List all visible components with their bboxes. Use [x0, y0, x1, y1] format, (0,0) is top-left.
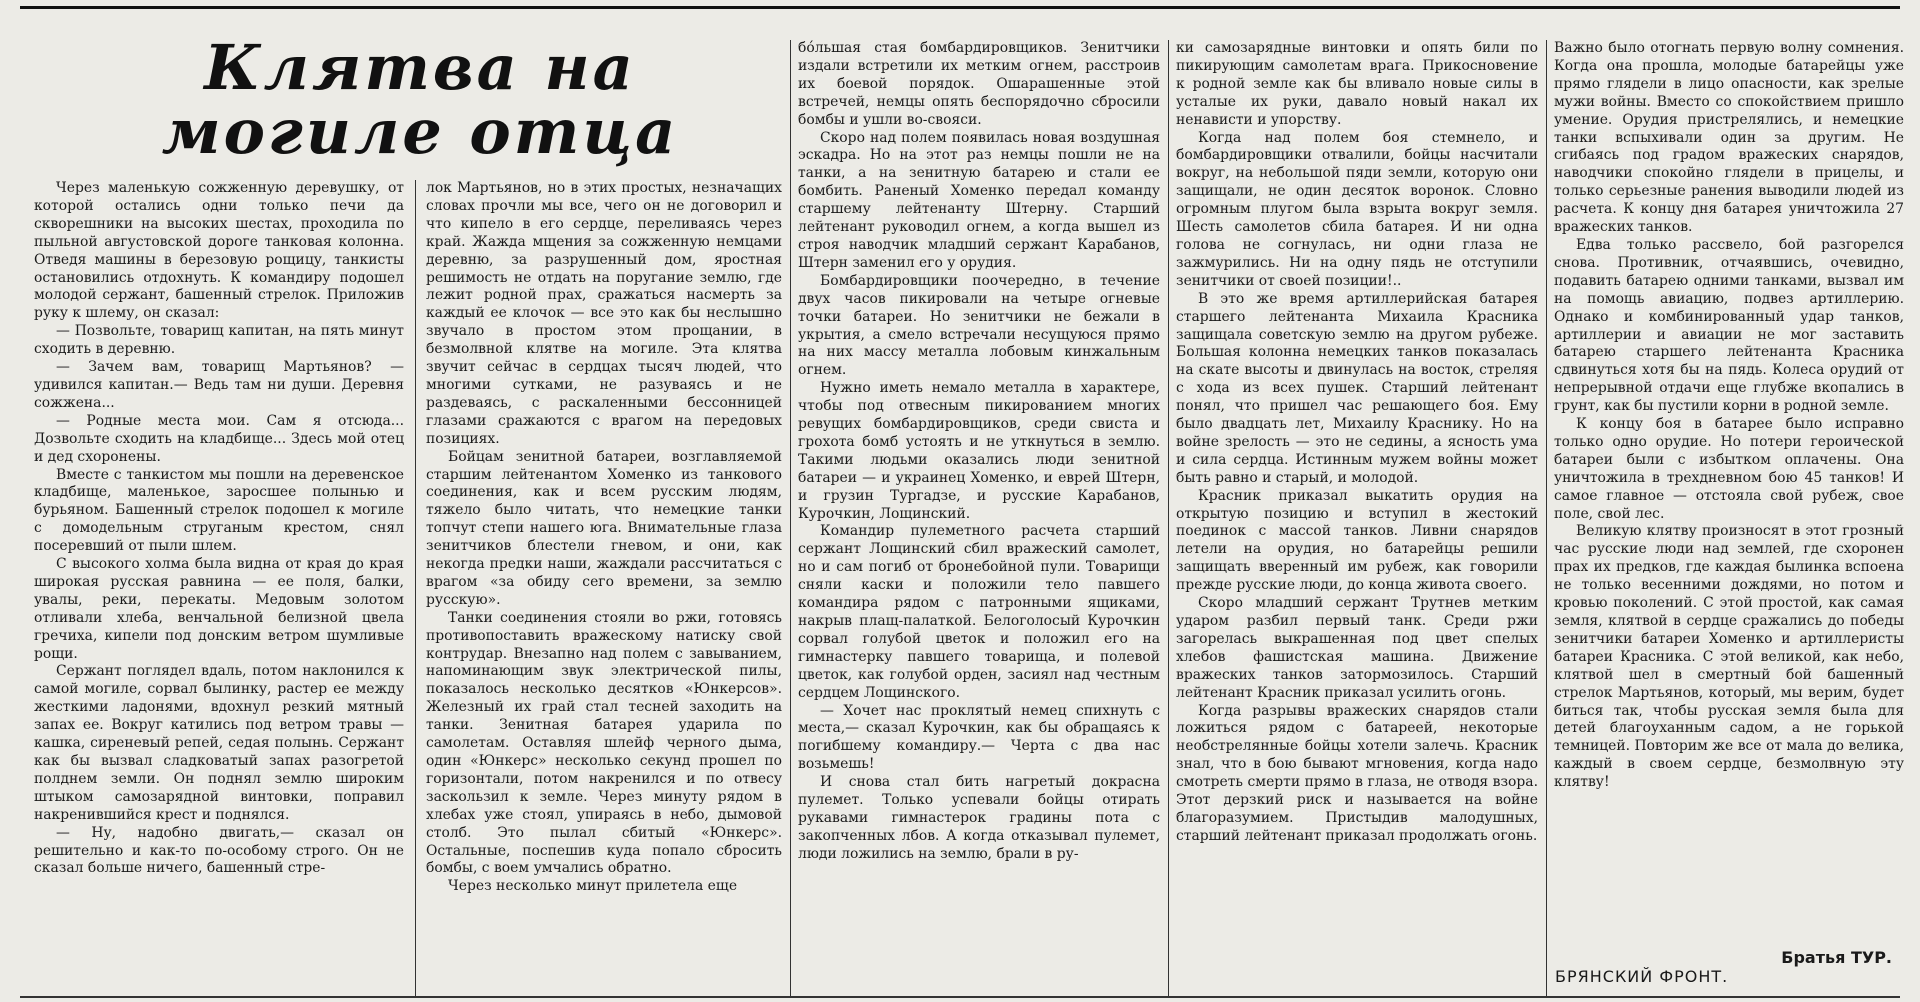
article-paragraph: Скоро младший сержант Трутнев метким ударом разбил первый танк. Среди ржи загорелась выкрашенная под цвет спелых хлебов фашистская машина. Движение вражеских танков затормозилось. Старший лейтенант Красник приказал усилить огонь. [1176, 595, 1538, 701]
author-signature: Братья ТУР. [1781, 948, 1892, 967]
article-paragraph: Вместе с танкистом мы пошли на деревенское кладбище, маленькое, заросшее полынью и бурьяном. Башенный стрелок подошел к могиле с домодельным струганым крестом, снял посеревший от пыли шлем. [34, 466, 404, 555]
top-rule [20, 6, 1900, 9]
article-headline: Клятва на могиле отца [161, 31, 679, 168]
article-paragraph: Красник приказал выкатить орудия на открытую позицию и вступил в жестокий поединок с массой танков. Ливни снарядов летели на орудия, но батарейцы решили защищать вверенный им рубеж, как говорили прежде русские люди, до конца живота своего. [1176, 487, 1538, 594]
column-divider [1546, 40, 1547, 996]
article-paragraph: Через маленькую сожженную деревушку, от которой остались одни только печи да скворешники на высоких шестах, проходила по пыльной августовской дороге танковая колонна. Отведя машины в березовую рощицу, танкисты остановились отдохнуть. К командиру подошел молодой сержант, башенный стрелок. Приложив руку к шлему, он сказал: [34, 180, 404, 322]
article-paragraph: Танки соединения стояли во ржи, готовясь противопоставить вражескому натиску свой контрудар. Внезапно над полем с завыванием, напоминающим звук электрической пилы, показалось несколько десятков «Юнкерсов». Железный их грай стал тесней заходить на танки. Зенитная батарея ударила по самолетам. Оставляя шлейф черного дыма, один «Юнкерс» несколько секунд прошел по горизонтали, потом накренился и по отвесу заскользил к земле. Через минуту рядом в хлебах уже стоял, упираясь в небо, дымовой столб. Это пылал сбитый «Юнкерс». Остальные, поспешив куда попало сбросить бомбы, с воем умчались обратно. [426, 609, 782, 877]
article-paragraph: Когда разрывы вражеских снарядов стали ложиться рядом с батареей, некоторые необстрелянные бойцы хотели залечь. Красник знал, что в бою бывают мгновения, когда надо смотреть смерти прямо в глаза, не отводя взора. Этот дерзкий риск и называется на войне благоразумием. Пристыдив малодушных, старший лейтенант приказал продолжать огонь. [1176, 702, 1538, 844]
article-paragraph: бóльшая стая бомбардировщиков. Зенитчики издали встретили их метким огнем, расстроив их боевой порядок. Ошарашенные этой встречей, немцы опять беспорядочно сбросили бомбы и ушли во-свояси. [798, 40, 1160, 128]
article-paragraph: — Позвольте, товарищ капитан, на пять минут сходить в деревню. [34, 323, 404, 358]
article-paragraph: ки самозарядные винтовки и опять били по пикирующим самолетам врага. Прикосновение к родной земле как бы вливало новые силы в усталые их руки, давало новый накал их ненависти и упорству. [1176, 40, 1538, 128]
article-paragraph: лок Мартьянов, но в этих простых, незначащих словах прочли мы все, чего он не договорил и что кипело в его сердце, переливаясь через край. Жажда мщения за сожженную немцами деревню, за разрушенный дом, яростная решимость не отдать на поругание землю, где лежит родной прах, сражаться насмерть за каждый ее клочок — все это как бы неслышно звучало в простом этом прощании, в безмолвной клятве на могиле. Эта клятва звучит сейчас в сердцах тысяч людей, что многими сутками, не разуваясь и не раздеваясь, с раскаленными бессонницей глазами сражаются с врагом на передовых позициях. [426, 180, 782, 447]
column-divider [790, 40, 791, 996]
article-column-2 [426, 180, 782, 994]
article-paragraph: Сержант поглядел вдаль, потом наклонился к самой могиле, сорвал былинку, растер ее между жесткими ладонями, вдохнул резкий мятный запах ее. Вокруг катились под ветром травы — кашка, сиреневый репей, седая полынь. Сержант как бы вызвал сладковатый запах разогретой полднем земли. Он поднял землю широким штыком самозарядной винтовки, поправил накренившийся крест и поднялся. [34, 663, 404, 823]
article-paragraph: К концу боя в батарее было исправно только одно орудие. Но потери героической батареи были с избытком оплачены. Она уничтожила в трехдневном бою 45 танков! И самое главное — отстояла свой рубеж, свое поле, свой лес. [1554, 416, 1904, 522]
article-column-5 [1554, 40, 1904, 940]
article-paragraph: В это же время артиллерийская батарея старшего лейтенанта Михаила Красника защищала советскую землю на другом рубеже. Большая колонна немецких танков показалась на скате высоты и двинулась на восток, стреляя с хода из всех пушек. Старший лейтенант понял, что пришел час решающего боя. Ему было двадцать лет, Михаилу Краснику. Но на войне зрелость — это не седины, а ясность ума и сила сердца. Истинным мужем войны может быть равно и старый, и молодой. [1176, 290, 1538, 486]
column-divider [415, 180, 416, 996]
article-paragraph: С высокого холма была видна от края до края широкая русская равнина — ее поля, балки, увалы, реки, перекаты. Медовым золотом отливали хлеба, венчальной белизной цвела гречиха, кипели под донским ветром шумливые рощи. [34, 556, 404, 662]
article-paragraph: — Родные места мои. Сам я отсюда... Дозвольте сходить на кладбище... Здесь мой отец и дед схоронены. [34, 412, 404, 465]
article-paragraph: Бойцам зенитной батареи, возглавляемой старшим лейтенантом Хоменко из танкового соединения, как и всем русским людям, тяжело было читать, что немецкие танки топчут степи нашего юга. Внимательные глаза зенитчиков блестели гневом, и они, как некогда предки наши, жаждали рассчитаться с врагом «за обиду сего времени, за землю русскую». [426, 448, 782, 608]
bottom-rule [20, 996, 1900, 998]
article-paragraph: Великую клятву произносят в этот грозный час русские люди над землей, где схоронен прах их предков, где каждая былинка вспоена не только весенними дождями, но потом и кровью поколений. С этой простой, как самая земля, клятвой в сердце сражались до победы зенитчики батареи Хоменко и артиллеристы батареи Красника. С этой великой, как небо, клятвой шел в смертный бой башенный стрелок Мартьянов, который, мы верим, будет биться так, чтобы русская земля была для детей благоуханным садом, а не горькой темницей. Повторим же все от мала до велика, каждый в своем сердце, безмолвную эту клятву! [1554, 523, 1904, 791]
article-paragraph: Когда над полем боя стемнело, и бомбардировщики отвалили, бойцы насчитали вокруг, на небольшой пяди земли, которую они защищали, не один десяток воронок. Словно огромным плугом была взрыта вокруг земля. Шесть самолетов сбила батарея. И ни одна голова не согнулась, ни одни глаза не зажмурились. Ни на одну пядь не отступили зенитчики от своей позиции!.. [1176, 129, 1538, 289]
article-paragraph: — Хочет нас проклятый немец спихнуть с места,— сказал Курочкин, как бы обращаясь к погибшему командиру.— Черта с два нас возьмешь! [798, 702, 1160, 773]
article-paragraph: Нужно иметь немало металла в характере, чтобы под отвесным пикированием многих ревущих бомбардировщиков, среди свиста и грохота бомб устоять и не уткнуться в землю. Такими людьми оказались люди зенитной батареи — и украинец Хоменко, и еврей Штерн, и грузин Тургадзе, и русские Карабанов, Курочкин, Лощинский. [798, 380, 1160, 522]
article-column-3 [798, 40, 1160, 994]
article-paragraph: Бомбардировщики поочередно, в течение двух часов пикировали на четыре огневые точки батареи. Но зенитчики не бежали в укрытия, а смело встречали несущуюся прямо на них массу металла лобовым кинжальным огнем. [798, 272, 1160, 379]
article-paragraph: Скоро над полем появилась новая воздушная эскадра. Но на этот раз немцы пошли не на танки, а на зенитную батарею и стали ее бомбить. Раненый Хоменко передал команду старшему лейтенанту Штерну. Старший лейтенант руководил огнем, а когда вышел из строя наводчик младший сержант Карабанов, Штерн заменил его у орудия. [798, 129, 1160, 271]
article-paragraph: — Зачем вам, товарищ Мартьянов? — удивился капитан.— Ведь там ни души. Деревня сожжена... [34, 359, 404, 411]
article-paragraph: И снова стал бить нагретый докрасна пулемет. Только успевали бойцы отирать рукавами гимнастерок градины пота с закопченных лбов. А когда отказывал пулемет, люди ложились на землю, брали в ру- [798, 774, 1160, 862]
column-divider [1168, 40, 1169, 996]
article-column-4 [1176, 40, 1538, 994]
article-paragraph: Через несколько минут прилетела еще [448, 878, 738, 895]
dateline: БРЯНСКИЙ ФРОНТ. [1555, 967, 1729, 986]
article-paragraph: Едва только рассвело, бой разгорелся снова. Противник, отчаявшись, очевидно, подавить батарею одними танками, вызвал им на помощь авиацию, подвез артиллерию. Однако и комбинированный удар танков, артиллерии и авиации не мог заставить батарею старшего лейтенанта Красника сдвинуться хотя бы на пядь. Колеса орудий от непрерывной отдачи еще глубже вкопались в грунт, как бы пустили корни в родной земле. [1554, 236, 1904, 415]
article-column-1 [34, 180, 404, 994]
article-paragraph: Важно было отогнать первую волну сомнения. Когда она прошла, молодые батарейцы уже прямо глядели в лицо опасности, как зрелые мужи войны. Вместо со спокойствием пришло умение. Орудия пристрелялись, и немецкие танки вспыхивали один за другим. Не сгибаясь под градом вражеских снарядов, наводчики спокойно глядели в прицелы, и только серьезные ранения выводили людей из расчета. К концу дня батарея уничтожила 27 вражеских танков. [1554, 40, 1904, 236]
article-paragraph: Командир пулеметного расчета старший сержант Лощинский сбил вражеский самолет, но и сам погиб от бронебойной пули. Товарищи сняли каски и положили тело павшего командира рядом с патронными ящиками, накрыв плащ-палаткой. Белоголосый Курочкин сорвал голубой цветок и положил его на гимнастерку павшего товарища, и полевой цветок, как голубой орден, засиял над честным сердцем Лощинского. [798, 523, 1160, 701]
article-paragraph: — Ну, надобно двигать,— сказал он решительно и как-то по-особому строго. Он не сказал больше ничего, башенный стре- [34, 824, 404, 877]
